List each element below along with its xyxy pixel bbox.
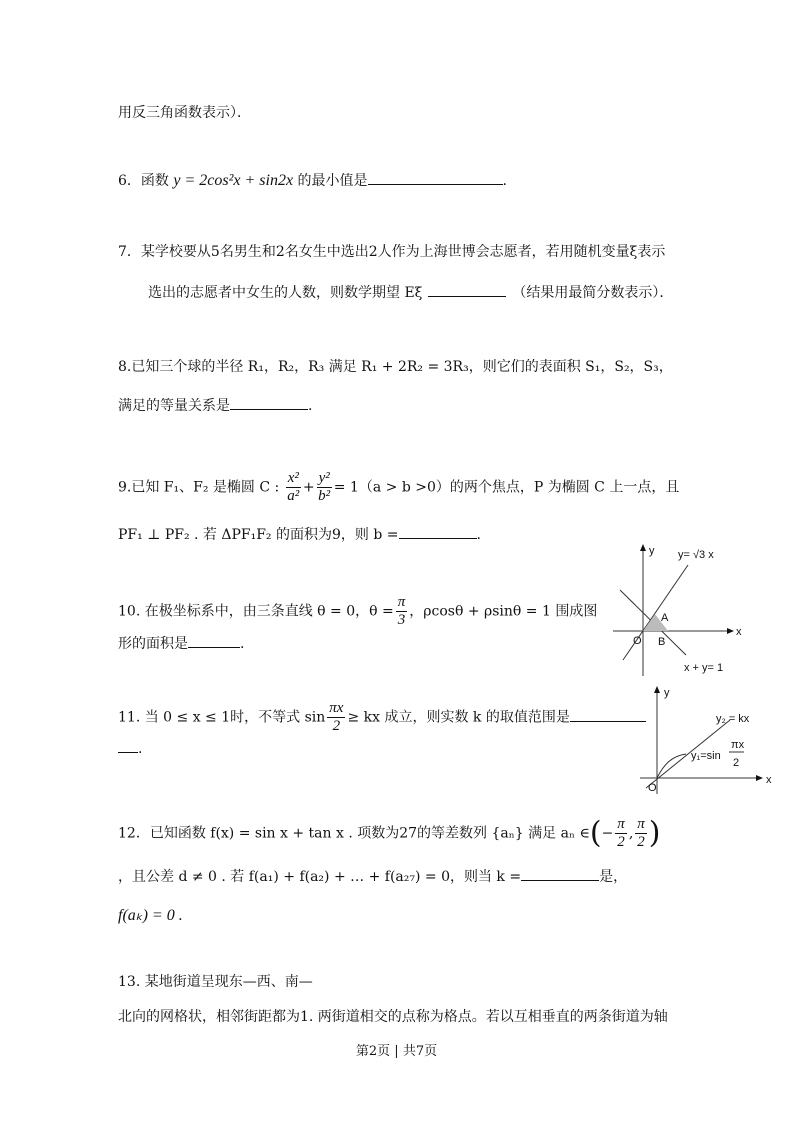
question-8-line2: 满足的等量关系是 .	[118, 395, 312, 416]
question-10-line2: 形的面积是 .	[118, 633, 244, 654]
x-label: x	[736, 626, 742, 638]
question-7-line2	[148, 282, 673, 303]
point-b-label: B	[658, 636, 666, 648]
answer-blank	[570, 707, 646, 722]
answer-blank	[188, 633, 240, 648]
answer-blank-continued	[118, 738, 138, 753]
denominator: 2	[637, 834, 645, 850]
fraction-y2-b2	[317, 470, 332, 505]
fraction-pi-3	[396, 594, 408, 629]
q10-prefix: 10. 在极坐标系中，由三条直线 θ = 0，θ =	[118, 603, 394, 620]
fraction-pi-2	[635, 816, 647, 851]
q6-suffix: 的最小值是	[293, 173, 368, 189]
q11-prefix: 11. 当 0 ≤ x ≤ 1时，不等式 sin	[118, 709, 326, 726]
q9-prefix: 9.已知 F₁、F₂ 是椭圆 C :	[118, 479, 280, 496]
x-label: x	[766, 774, 772, 786]
question-12-line3: f(aₖ) = 0 .	[118, 907, 183, 924]
q12-suffix: 是，	[599, 869, 628, 885]
page-footer: 第2页 | 共7页	[355, 1044, 438, 1059]
figure-sine-vs-line	[636, 684, 776, 796]
q6-prefix: 6．函数	[118, 173, 174, 189]
q7-prefix: 选出的志愿者中女生的人数，则数学期望 Eξ	[148, 285, 423, 301]
answer-blank	[428, 282, 506, 297]
denominator: a²	[287, 488, 300, 504]
sine-curve	[657, 754, 686, 778]
denominator: 2	[617, 834, 625, 850]
q10-suffix: ，ρcosθ + ρsinθ = 1 围成图	[409, 603, 598, 620]
y-label: y	[664, 687, 670, 699]
fraction-pi-2	[615, 816, 627, 851]
question-7-line1: 7．某学校要从5名男生和2名女生中选出2人作为上海世博会志愿者，若用随机变量ξ表示	[118, 244, 666, 260]
question-11-line2: .	[118, 738, 142, 759]
q10-text: 形的面积是	[118, 636, 188, 652]
question-6: 6．函数 y = 2cos²x + sin2x 的最小值是 .	[118, 172, 507, 189]
curve-label: y₁=sin	[691, 750, 721, 762]
q11-suffix: ≥ kx 成立，则实数 k 的取值范围是	[347, 709, 570, 726]
y-label: y	[649, 545, 655, 557]
denominator: 2	[332, 718, 341, 734]
denominator: b²	[318, 488, 331, 504]
origin-label: O	[648, 782, 657, 794]
y-arrow-icon	[654, 686, 660, 693]
question-11-line1	[118, 700, 646, 735]
line-continuation: 用反三角函数表示）．	[118, 105, 251, 121]
y-arrow-icon	[640, 544, 646, 551]
fraction-x2-a2	[286, 470, 301, 505]
numerator: y²	[318, 470, 330, 486]
answer-blank	[368, 170, 503, 185]
denominator: 3	[397, 612, 406, 628]
curve-denominator: 2	[733, 757, 740, 769]
line1-label: y= √3 x	[678, 549, 714, 561]
numerator: x²	[287, 470, 299, 486]
question-8-line1: 8.已知三个球的半径 R₁，R₂，R₃ 满足 R₁ + 2R₂ = 3R₃，则它们的表面积 S₁，S₂，S₃，	[118, 359, 673, 375]
numerator: πx	[329, 700, 344, 716]
curve-numerator: πx	[731, 739, 745, 751]
figure-polar-lines	[608, 540, 748, 680]
question-9-line2: PF₁ ⊥ PF₂ . 若 ΔPF₁F₂ 的面积为9，则 b = .	[118, 524, 481, 545]
x-arrow-icon	[727, 628, 734, 634]
answer-blank	[521, 866, 599, 881]
origin-label: O	[633, 635, 642, 647]
fraction-pix-2	[327, 700, 345, 735]
q12-text: ，且公差 d ≠ 0 . 若 f(a₁) + f(a₂) + … + f(a₂₇) = 0，则当 k =	[118, 869, 522, 885]
q9-text: PF₁ ⊥ PF₂ . 若 ΔPF₁F₂ 的面积为9，则 b =	[118, 527, 399, 543]
answer-blank	[399, 524, 477, 539]
q12-prefix: 12．已知函数 f(x) = sin x + tan x . 项数为27的等差数列 {aₙ} 满足 aₙ ∈	[118, 825, 590, 842]
question-12-line1: 12．已知函数 f(x) = sin x + tan x . 项数为27的等差数列 {aₙ} 满足 aₙ ∈(− $\frac{\pi}{2}$ , $\frac{\pi}{2}$ )	[118, 815, 661, 851]
numerator: π	[637, 816, 645, 832]
line-label: y₂ = kx	[716, 713, 750, 725]
numerator: π	[397, 594, 406, 610]
q8-text: 满足的等量关系是	[118, 398, 230, 414]
point-a-label: A	[661, 612, 669, 624]
question-13-line2: 北向的网格状，相邻街距都为1. 两街道相交的点称为格点。若以互相垂直的两条街道为轴	[118, 1009, 668, 1025]
answer-blank	[230, 395, 308, 410]
question-10-line1	[118, 594, 597, 629]
question-9-line1: 9.已知 F₁、F₂ 是椭圆 C : $\frac{\text{x²}}{\text{a²}}$ + $\frac{\text{y²}}{\text{b²}}$ = 1（a > b >0）的两个焦点，P 为椭圆 C 上一点，且	[118, 470, 680, 504]
question-12-line2	[118, 866, 627, 887]
q7-suffix: （结果用最简分数表示）．	[512, 285, 674, 301]
question-13-line1: 13. 某地街道呈现东—西、南—	[118, 974, 313, 990]
numerator: π	[617, 816, 625, 832]
line2-label: x + y= 1	[684, 662, 724, 674]
q9-suffix: = 1（a > b >0）的两个焦点，P 为椭圆 C 上一点，且	[333, 479, 680, 496]
q6-formula: y = 2cos²x + sin2x	[173, 172, 294, 189]
x-arrow-icon	[756, 775, 763, 781]
